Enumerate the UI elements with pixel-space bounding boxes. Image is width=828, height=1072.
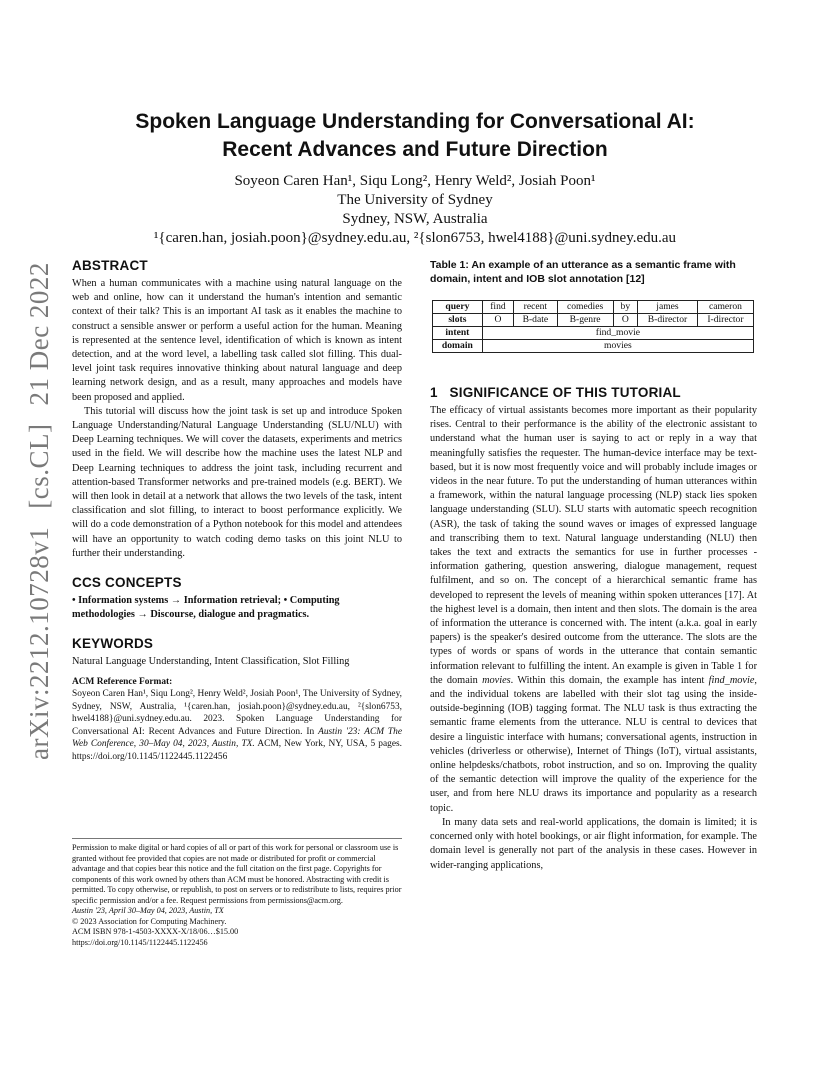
- table-cell: comedies: [557, 301, 613, 314]
- abstract-paragraph-2: This tutorial will discuss how the joint task is set up and introduce Spoken Language Understanding/Natural Language Understanding (SLU/NLU) with Deep Learning techniques. We will cover the datasets, experiments and metrics used in the field. We will describe how the machine uses the latest NLP and Deep Learning techniques to address the joint task, including recurrent and attention-based Transformer networks and pre-trained models (e.g. BERT). We will then look in detail at a network that allows the two levels of the task, intent classification and slot filling, to interact to boost performance explicitly. We will do a code demonstration of a Python notebook for this model and attendees will have an opportunity to watch coding demo tasks on this joint NLU to further their understanding.: [72, 405, 402, 559]
- paper-title: [90, 108, 740, 164]
- table-cell: find_movie: [482, 327, 753, 340]
- table-cell: movies: [482, 340, 753, 353]
- table-row-header: domain: [433, 340, 483, 353]
- isbn-line: ACM ISBN 978-1-4503-XXXX-X/18/06…$15.00: [72, 927, 239, 936]
- keywords-text: Natural Language Understanding, Intent Classification, Slot Filling: [72, 656, 350, 668]
- reference-citation: Soyeon Caren Han¹, Siqu Long², Henry Weld², Josiah Poon¹, The University of Sydney, Sydney, NSW, Australia, ¹{caren.han, josiah.poon}@sydney.edu.au, ²{slon6753, hwel4188}@uni.sydney.edu.au. 2023. Spoken Language Understanding for Conversational AI: Recent Advances and Future Direction. In: [72, 689, 402, 737]
- arxiv-id: arXiv:2212.10728v1: [24, 526, 54, 760]
- abstract-paragraph-1: When a human communicates with a machine using natural language on the web and online, how can it understand the human's intention and semantic context of their talk? This is an important AI task as it enables the machine to construct a sensible answer or perform a useful action for the human. Meaning is represented at the sentence level, identification of which is known as intent detection, and at the word level, a labelling task called slot filling. This dual-level joint task requires innovative thinking about natural language and deep learning network design, and as a result, many approaches and models have been proposed and applied.: [72, 278, 402, 403]
- table-cell: B-genre: [557, 314, 613, 327]
- title-line-2: Recent Advances and Future Direction: [222, 138, 608, 161]
- table-row-intent: [433, 327, 754, 340]
- doi-line: https://doi.org/10.1145/1122445.1122456: [72, 937, 208, 947]
- table-row-header: intent: [433, 327, 483, 340]
- table-row-slots: [433, 314, 754, 327]
- reference-doi: ACM, New York, NY, USA, 5 pages. https://doi.org/10.1145/1122445.1122456: [72, 739, 402, 762]
- table-cell: I-director: [697, 314, 753, 327]
- arxiv-category: [cs.CL]: [24, 423, 54, 509]
- table-cell: by: [613, 301, 637, 314]
- table-cell: O: [613, 314, 637, 327]
- semantic-frame-table: [432, 300, 754, 353]
- affiliation-university: The University of Sydney: [337, 192, 493, 208]
- table-cell: B-director: [638, 314, 698, 327]
- abstract-heading: ABSTRACT: [72, 258, 148, 273]
- ccs-heading: CCS CONCEPTS: [72, 575, 182, 591]
- section-1-text-b: . Within this domain, the example has intent: [510, 674, 709, 686]
- table-cell: O: [482, 314, 513, 327]
- title-line-1: Spoken Language Understanding for Conversational AI:: [135, 110, 695, 133]
- table-row-header: slots: [433, 314, 483, 327]
- section-1-paragraph-1: [430, 404, 757, 816]
- keywords-heading: KEYWORDS: [72, 636, 154, 652]
- copyright-line: © 2023 Association for Computing Machinery.: [72, 916, 227, 926]
- author-list: Soyeon Caren Han¹, Siqu Long², Henry Weld², Josiah Poon¹: [234, 173, 596, 189]
- arxiv-stamp: [24, 240, 60, 760]
- section-1-paragraph-2: In many data sets and real-world applications, the domain is limited; it is concerned only with hotel bookings, or air flight information, for example. The domain level is generally not part of the analysis in these cases. However in wider-ranging applications,: [430, 816, 757, 871]
- intent-example: find_movie: [708, 674, 755, 686]
- arxiv-date: 21 Dec 2022: [24, 262, 54, 406]
- author-emails: ¹{caren.han, josiah.poon}@sydney.edu.au, ²{slon6753, hwel4188}@uni.sydney.edu.au: [153, 230, 677, 246]
- table-row-header: query: [433, 301, 483, 314]
- table-row-query: [433, 301, 754, 314]
- section-1-text-a: The efficacy of virtual assistants becomes more important as their popularity rises. Central to their performance is the ability of the electronic assistant to understand what the human user is saying to act or reply in a way that meaningfully satisfies the requester. The human-device interface may be text-based, but it is now most frequently voice and will probably include images or videos in the near future. To put the understanding of human utterances within a framework, within the natural language processing (NLP) stack lies spoken language understanding (SLU). SLU starts with automatic speech recognition (ASR), the task of taking the sound waves or images of expressed language and transcribing them to text. Natural language understanding (NLU) then takes the text and extracts the semantics for use in further processes - information gathering, question answering, dialogue management, request fulfilment, and so on. The concept of a hierarchical semantic frame has developed to represent the levels of meaning within spoken utterances [17]. At the highest level is a domain, then intent and then slots. The domain is the area of information the utterance is concerned with. The intent (a.k.a. goal in early papers) is the speaker's desired outcome from the utterance. The slots are the types of words or spans of words in the utterance that contain semantic information relevant to fulfilling the intent. An example is given in Table 1 for the domain: [430, 405, 757, 686]
- section-1-text-c: , and the individual tokens are labelled with their slot tag using the inside-outside-beginning (IOB) tagging format. The NLU task is thus extracting the semantic frame elements from the utterance. NLU is central to devices that desire a linguistic interface with humans; conversational agents, instruction in vehicles (driverless or otherwise), Internet of Things (IoT), virtual assistants, online helpdesks/chatbots, robot instruction, and so on. Improving the quality of the semantic detection will improve the quality of the experience for the user, and from here NLU draws its importance and popularity as a research topic.: [430, 674, 757, 814]
- table-cell: james: [638, 301, 698, 314]
- section-1-heading: 1 SIGNIFICANCE OF THIS TUTORIAL: [430, 385, 681, 400]
- reference-format-heading: ACM Reference Format:: [72, 676, 173, 687]
- table-cell: recent: [514, 301, 557, 314]
- reference-venue: Austin '23: ACM The Web Conference, 30–May 04, 2023, Austin, TX.: [72, 726, 402, 750]
- table-caption: Table 1: An example of an utterance as a semantic frame with domain, intent and IOB slot annotation [12]: [430, 259, 736, 285]
- ccs-concepts-text: • Information systems → Information retrieval; • Computing methodologies → Discourse, dialogue and pragmatics.: [72, 595, 340, 621]
- permission-notice: [72, 838, 402, 948]
- table-row-domain: [433, 340, 754, 353]
- section-1: [430, 385, 757, 873]
- left-column: [72, 258, 402, 763]
- reference-format-text: [72, 688, 402, 763]
- table-cell: find: [482, 301, 513, 314]
- domain-example: movies: [482, 674, 511, 686]
- conference-line: Austin '23, April 30–May 04, 2023, Austin, TX: [72, 906, 224, 915]
- paper-header: [90, 108, 740, 248]
- table-cell: B-date: [514, 314, 557, 327]
- affiliation-location: Sydney, NSW, Australia: [342, 211, 488, 227]
- right-column: [430, 258, 757, 873]
- table-cell: cameron: [697, 301, 753, 314]
- permission-text: Permission to make digital or hard copies of all or part of this work for personal or classroom use is granted without fee provided that copies are not made or distributed for profit or commercial advantage and that copies bear this notice and the full citation on the first page. Copyrights for components of this work owned by others than ACM must be honored. Abstracting with credit is permitted. To copy otherwise, or republish, to post on servers or to redistribute to lists, requires prior specific permission and/or a fee. Request permissions from permissions@acm.org.: [72, 843, 402, 905]
